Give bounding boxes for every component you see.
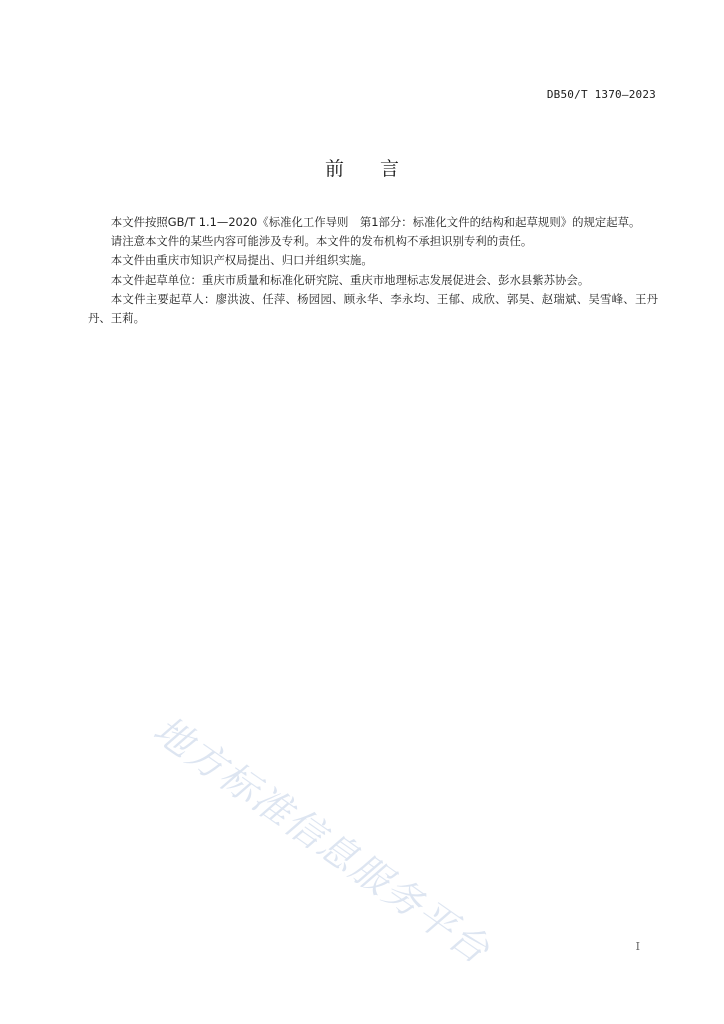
document-body xyxy=(88,213,658,328)
page-number: I xyxy=(635,940,640,953)
watermark: 地方标准信息服务平台 xyxy=(145,707,499,973)
page-title: 前言 xyxy=(324,158,435,180)
paragraph-drafters: 本文件主要起草人：廖洪波、任萍、杨园园、顾永华、李永均、王郁、成欣、郭昊、赵瑞斌、吴雪峰、王丹丹、王莉。 xyxy=(88,291,658,326)
paragraph-patent-notice: 请注意本文件的某些内容可能涉及专利。本文件的发布机构不承担识别专利的责任。 xyxy=(110,234,533,249)
paragraph-drafting-basis: 本文件按照GB/T 1.1—2020《标准化工作导则 第1部分：标准化文件的结构和起草规则》的规定起草。 xyxy=(110,215,641,229)
paragraph-proposer: 本文件由重庆市知识产权局提出、归口并组织实施。 xyxy=(110,253,373,268)
document-code: DB50/T 1370—2023 xyxy=(546,88,656,101)
paragraph-drafting-units: 本文件起草单位：重庆市质量和标准化研究院、重庆市地理标志发展促进会、彭水县紫苏协会。 xyxy=(110,272,590,287)
